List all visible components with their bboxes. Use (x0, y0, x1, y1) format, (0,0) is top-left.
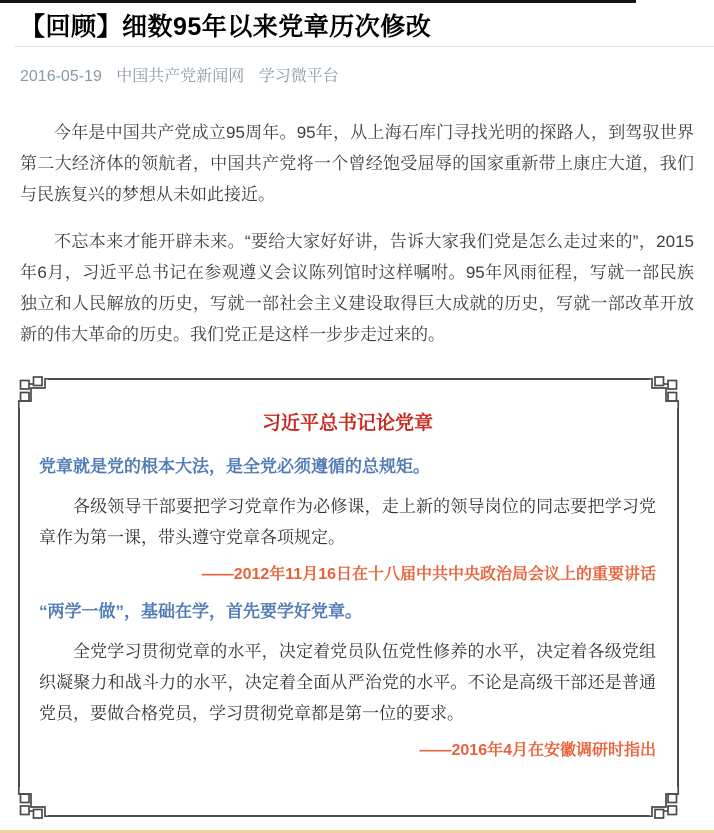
fret-corner-icon (11, 371, 51, 411)
page-title: 【回顾】细数95年以来党章历次修改 (20, 13, 432, 41)
quote-attribution: ——2016年4月在安徽调研时指出 (419, 742, 656, 759)
article-meta (20, 66, 694, 88)
top-border-bar (0, 0, 636, 3)
article-paragraph: 今年是中国共产党成立95周年。95年，从上海石库门寻找光明的探路人，到驾驭世界第二大经济体的领航者，中国共产党将一个曾经饱受屈辱的国家重新带上康庄大道，我们与民族复兴的梦想从未如此接近。 (20, 123, 694, 204)
quote-section (39, 451, 656, 590)
article-date: 2016-05-19 (20, 68, 102, 85)
quote-box-border-bottom (48, 815, 649, 817)
fret-corner-icon (11, 784, 51, 824)
quote-box-heading: 习近平总书记论党章 (261, 413, 433, 434)
fret-corner-icon (646, 371, 686, 411)
fret-corner-icon (646, 784, 686, 824)
platform-link[interactable]: 学习微平台 (258, 68, 339, 85)
quote-box-border-right (677, 408, 679, 787)
quote-box-border-left (18, 408, 20, 787)
quote-box-border-top (48, 378, 649, 380)
quote-lead: “两学一做”，基础在学，首先要学好党章。 (39, 602, 362, 621)
quote-body: 全党学习贯彻党章的水平，决定着党员队伍党性修养的水平，决定着各级党组织凝聚力和战斗力的水平，决定着全面从严治党的水平。不论是高级干部还是普通党员，要做合格党员，学习贯彻党章都是第一位的要求。 (39, 642, 656, 723)
quote-box (11, 371, 686, 824)
quote-lead: 党章就是党的根本大法，是全党必须遵循的总规矩。 (39, 457, 430, 476)
title-divider (14, 46, 714, 47)
quote-section (39, 596, 656, 766)
source-link[interactable]: 中国共产党新闻网 (116, 68, 245, 85)
quote-body: 各级领导干部要把学习党章作为必修课，走上新的领导岗位的同志要把学习党章作为第一课，带头遵守党章各项规定。 (39, 497, 656, 547)
article-paragraph: 不忘本来才能开辟未来。“要给大家好好讲，告诉大家我们党是怎么走过来的”，2015年6月，习近平总书记在参观遵义会议陈列馆时这样嘱咐。95年风雨征程，写就一部民族独立和人民解放的历史，写就一部社会主义建设取得巨大成就的历史，写就一部改革开放新的伟大革命的历史。我们党正是这样一步步走过来的。 (20, 232, 694, 344)
quote-attribution: ——2012年11月16日在十八届中共中央政治局会议上的重要讲话 (201, 566, 656, 583)
